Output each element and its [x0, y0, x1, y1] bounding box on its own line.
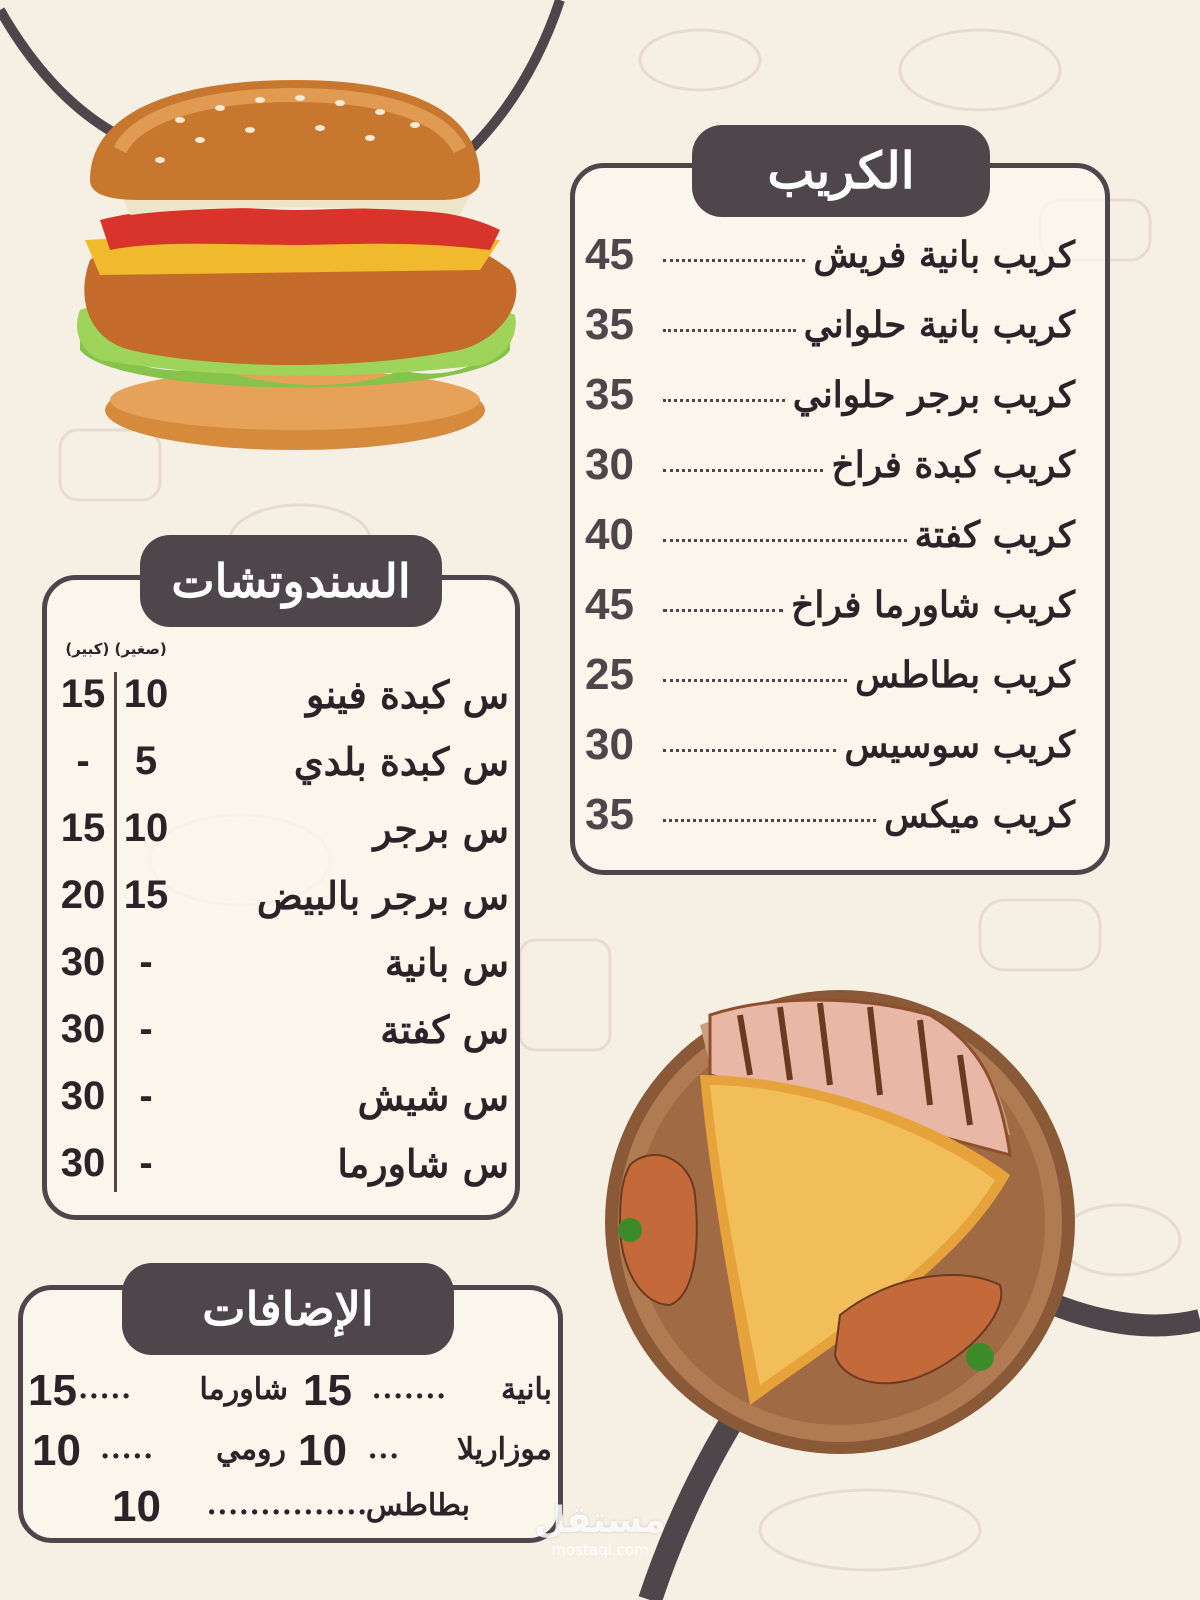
crepe-item-name: كريب بانية حلواني: [803, 304, 1075, 346]
crepe-item-dots: [663, 539, 907, 542]
sandwich-item: [54, 664, 509, 732]
sandwich-item-name: س برجر: [373, 806, 509, 851]
crepe-item-price: 35: [585, 790, 634, 839]
sandwich-small-price: 10: [123, 806, 169, 850]
crepe-section-title: الكريب: [692, 125, 990, 217]
crepe-item-price: 35: [585, 300, 634, 349]
crepe-item: [585, 780, 1075, 850]
extra-name: شاورما: [199, 1372, 288, 1407]
crepe-item-name: كريب بطاطس: [855, 654, 1075, 696]
sandwich-item-name: س كبدة فينو: [306, 672, 509, 717]
crepe-item-price: 45: [585, 580, 634, 629]
crepe-item-price: 35: [585, 370, 634, 419]
crepe-item-name: كريب كفتة: [914, 514, 1075, 556]
sandwich-item: [54, 731, 509, 799]
extra-dots: .....: [100, 1432, 154, 1465]
extra-price: 10: [298, 1426, 347, 1475]
crepe-item-dots: [663, 609, 783, 612]
crepe-item: [585, 290, 1075, 360]
crepe-item-dots: [663, 819, 876, 822]
sandwich-small-price: 10: [123, 672, 169, 716]
crepe-item-name: كريب سوسيس: [844, 724, 1075, 766]
sandwich-small-price: -: [139, 940, 153, 984]
crepe-item-dots: [663, 679, 847, 682]
crepe-item-dots: [663, 749, 836, 752]
crepe-item-dots: [663, 329, 796, 332]
sandwich-item: [54, 798, 509, 866]
watermark-logo-text: مستقل: [534, 1500, 666, 1541]
crepe-item: [585, 710, 1075, 780]
crepe-item: [585, 430, 1075, 500]
extra-price: 15: [28, 1366, 77, 1415]
sandwich-item-name: س كبدة بلدي: [293, 739, 509, 784]
crepe-item-name: كريب شاورما فراخ: [791, 584, 1075, 626]
sandwich-large-price: 30: [60, 1007, 106, 1051]
extra-dots: ......: [67, 1372, 132, 1405]
sandwich-item-name: س شيش: [357, 1074, 509, 1119]
sandwich-large-price: 30: [60, 940, 106, 984]
crepe-item-name: كريب ميكس: [884, 794, 1075, 836]
sandwich-large-price: -: [76, 739, 90, 783]
extra-price: 10: [32, 1426, 81, 1475]
extra-dots: ...: [367, 1432, 400, 1465]
sandwich-large-price: 30: [60, 1074, 106, 1118]
sandwich-item: [54, 1133, 509, 1201]
sandwich-small-price: -: [139, 1074, 153, 1118]
crepe-item-name: كريب كبدة فراخ: [831, 444, 1075, 486]
sandwich-item-name: س كفتة: [380, 1007, 509, 1052]
crepe-item-price: 30: [585, 720, 634, 769]
extra-dots: ...............: [206, 1488, 368, 1521]
extra-dots: .......: [371, 1372, 447, 1405]
sandwich-large-price: 15: [60, 806, 106, 850]
sandwich-item-name: س بانية: [384, 940, 509, 985]
extra-name: رومي: [215, 1432, 286, 1467]
sandwich-large-price: 30: [60, 1141, 106, 1185]
crepe-item-dots: [663, 469, 823, 472]
extra-name: موزاريلا: [456, 1432, 552, 1467]
sandwich-small-price: -: [139, 1007, 153, 1051]
sandwich-item-name: س برجر بالبيض: [256, 873, 509, 918]
extra-name: بانية: [501, 1372, 552, 1407]
sandwich-small-price: 5: [134, 739, 158, 783]
sandwich-large-price: 15: [60, 672, 106, 716]
sandwich-item: [54, 1066, 509, 1134]
sandwich-small-price: -: [139, 1141, 153, 1185]
crepe-item: [585, 220, 1075, 290]
extra-price: 15: [303, 1366, 352, 1415]
extra-name: بطاطس: [365, 1488, 470, 1523]
crepe-item-price: 25: [585, 650, 634, 699]
crepe-item-price: 45: [585, 230, 634, 279]
crepe-item-dots: [663, 399, 785, 402]
watermark: [525, 1500, 675, 1559]
crepe-item-name: كريب برجر حلواني: [792, 374, 1075, 416]
crepe-item: [585, 640, 1075, 710]
crepe-item-dots: [663, 259, 805, 262]
crepe-item: [585, 360, 1075, 430]
crepe-item: [585, 570, 1075, 640]
extras-section-title: الإضافات: [122, 1263, 454, 1355]
sandwich-large-price: 20: [60, 873, 106, 917]
watermark-url: mostaql.com: [551, 1541, 649, 1559]
size-column-header: (صغير) (كبير): [65, 640, 167, 658]
sandwich-section-title: السندوتشات: [140, 535, 442, 627]
sandwich-item: [54, 865, 509, 933]
crepe-item-price: 30: [585, 440, 634, 489]
extra-price: 10: [112, 1482, 161, 1531]
sandwich-item: [54, 999, 509, 1067]
sandwich-item-name: س شاورما: [337, 1141, 509, 1186]
sandwich-small-price: 15: [123, 873, 169, 917]
burger-photo: [60, 70, 530, 460]
crepe-item-name: كريب بانية فريش: [813, 234, 1075, 276]
crepe-plate-photo: [600, 985, 1080, 1460]
crepe-item: [585, 500, 1075, 570]
crepe-item-price: 40: [585, 510, 634, 559]
sandwich-item: [54, 932, 509, 1000]
